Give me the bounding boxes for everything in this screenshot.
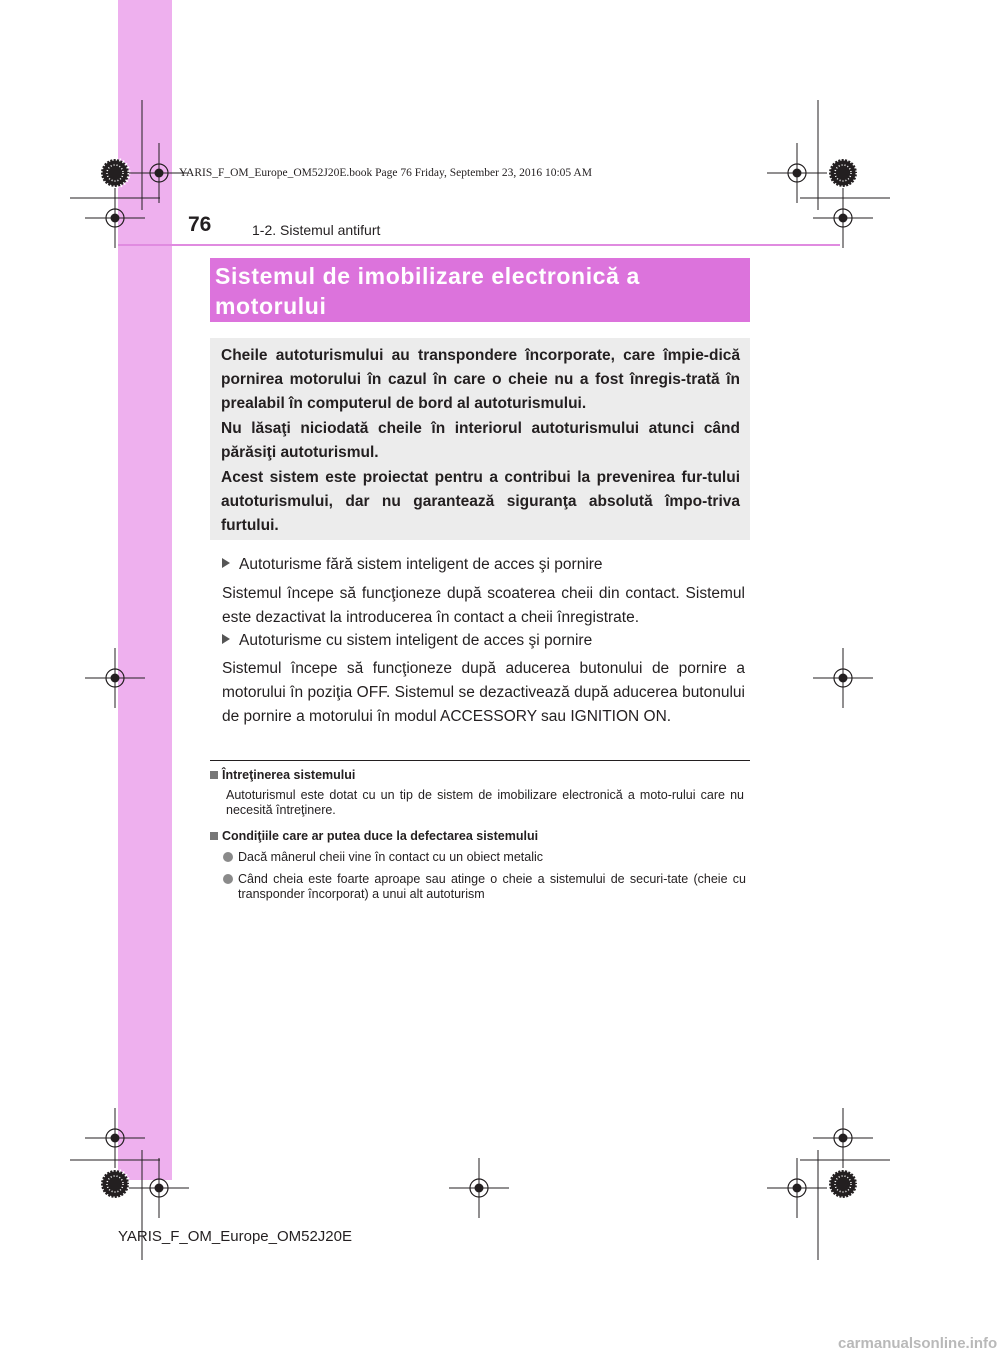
intro-paragraph: Cheile autoturismului au transpondere încorporate, care împie-dică pornirea motorului în cazul în care o cheie nu a fost înregis-trată în prealabil în computerul de bord al autoturismului.: [221, 347, 740, 412]
section-title: 1-2. Sistemul antifurt: [252, 222, 381, 238]
footer-code: YARIS_F_OM_Europe_OM52J20E: [118, 1228, 353, 1245]
section-divider: [210, 760, 750, 761]
registration-star-mark: [101, 159, 129, 187]
note-list-item: Când cheia este foarte aproape sau atinge o cheie a sistemului de securi-tate (cheie cu transponder încorporat) a unui alt autoturism: [238, 872, 746, 901]
triangle-bullet-icon: [222, 634, 230, 644]
intro-paragraph: Nu lăsaţi niciodată cheile în interiorul autoturismului atunci când părăsiţi autoturismul.: [221, 420, 740, 461]
registration-crosshair: [129, 1158, 189, 1218]
page-title-banner: [210, 258, 750, 322]
registration-crosshair: [85, 648, 145, 708]
intro-paragraph: Acest sistem este proiectat pentru a contribui la prevenirea fur-tului autoturismului, dar nu garantează siguranţa absolută împo-triva furtului.: [221, 469, 740, 534]
page-title: Sistemul de imobilizare electronică a motorului: [215, 263, 640, 319]
registration-crosshair: [813, 648, 873, 708]
triangle-bullet-icon: [222, 558, 230, 568]
registration-crosshair: [813, 188, 873, 248]
square-bullet-icon: [210, 771, 218, 779]
registration-star-mark: [829, 1170, 857, 1198]
registration-crosshair: [85, 1108, 145, 1168]
note-text: Autoturismul este dotat cu un tip de sistem de imobilizare electronică a moto-rului care nu necesită întreţinere.: [226, 788, 744, 817]
note-list-item: Dacă mânerul cheii vine în contact cu un obiect metalic: [238, 850, 544, 864]
registration-crosshair: [85, 188, 145, 248]
dot-bullet-icon: [223, 852, 233, 862]
registration-crosshair: [813, 1108, 873, 1168]
registration-star-mark: [829, 159, 857, 187]
book-info-line: YARIS_F_OM_Europe_OM52J20E.book Page 76 Friday, September 23, 2016 10:05 AM: [179, 167, 592, 179]
case-text: Sistemul începe să funcţioneze după aducerea butonului de pornire a motorului în poziţia OFF. Sistemul se dezactivează după aducerea butonului de pornire a motorului în modul ACCESSORY sau IGNITION ON.: [222, 660, 745, 725]
watermark: carmanualsonline.info: [838, 1335, 997, 1352]
registration-star-mark: [101, 1170, 129, 1198]
case-heading: Autoturisme cu sistem inteligent de acces şi pornire: [222, 632, 592, 650]
registration-crosshair: [449, 1158, 509, 1218]
case-text: Sistemul începe să funcţioneze după scoaterea cheii din contact. Sistemul este dezactivat la introducerea în contact a cheii înregistrate.: [222, 585, 745, 626]
page-number: 76: [188, 213, 212, 236]
note-heading: Condiţiile care ar putea duce la defectarea sistemului: [210, 829, 538, 843]
intro-box: [210, 338, 750, 540]
note-heading: Întreţinerea sistemului: [210, 768, 355, 782]
square-bullet-icon: [210, 832, 218, 840]
case-heading: Autoturisme fără sistem inteligent de acces şi pornire: [222, 556, 603, 574]
dot-bullet-icon: [223, 874, 233, 884]
